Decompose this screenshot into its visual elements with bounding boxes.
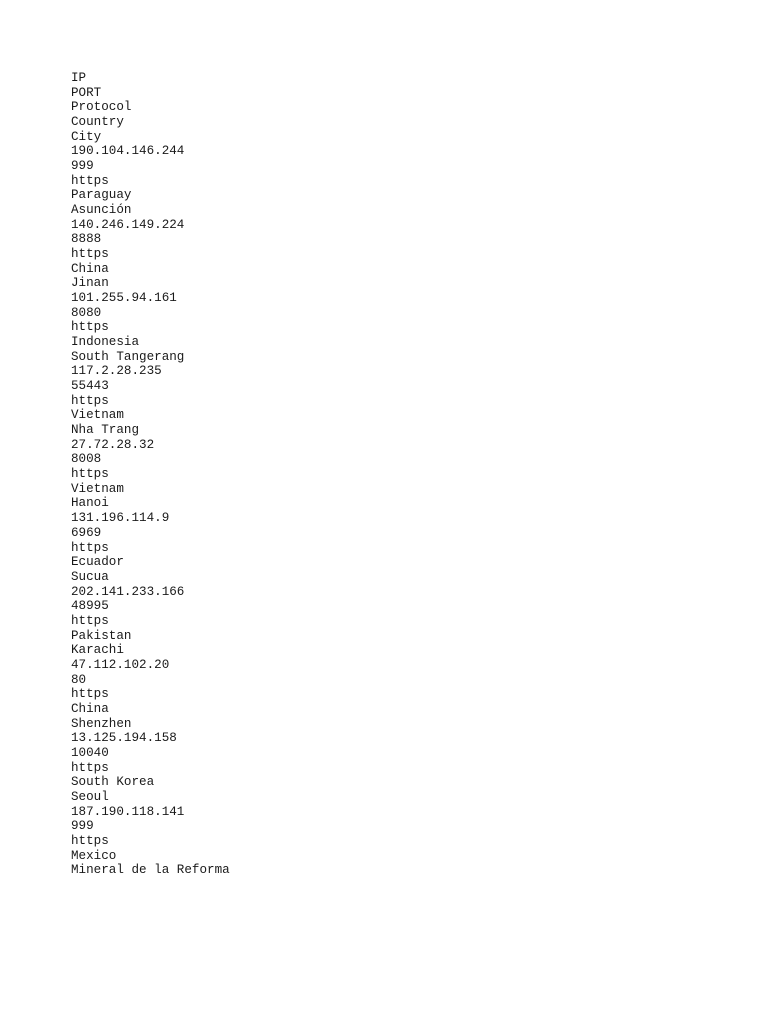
record-city: South Tangerang	[71, 349, 185, 364]
record	[71, 291, 230, 364]
record-port: 8008	[71, 452, 102, 467]
record-port: 10040	[71, 745, 109, 760]
header-protocol: Protocol	[71, 100, 132, 115]
record-ip: 190.104.146.244	[71, 144, 185, 159]
record	[71, 658, 230, 731]
record-protocol: https	[71, 760, 109, 775]
header-country: Country	[71, 115, 124, 130]
header-port: PORT	[71, 85, 102, 100]
record-protocol: https	[71, 613, 109, 628]
record-port: 999	[71, 819, 94, 834]
record	[71, 144, 230, 217]
header-city: City	[71, 129, 102, 144]
record-ip: 187.190.118.141	[71, 804, 185, 819]
record-country: Vietnam	[71, 408, 124, 423]
record-country: Vietnam	[71, 481, 124, 496]
record-ip: 140.246.149.224	[71, 217, 185, 232]
record-ip: 131.196.114.9	[71, 511, 170, 526]
record-ip: 13.125.194.158	[71, 731, 177, 746]
record	[71, 805, 230, 878]
record-city: Asunción	[71, 203, 132, 218]
record	[71, 731, 230, 804]
record-protocol: https	[71, 540, 109, 555]
record-protocol: https	[71, 247, 109, 262]
proxy-list-document	[71, 71, 230, 878]
header-ip: IP	[71, 71, 87, 85]
record-ip: 27.72.28.32	[71, 437, 155, 452]
record-ip: 202.141.233.166	[71, 584, 185, 599]
record	[71, 585, 230, 658]
record-port: 80	[71, 672, 87, 687]
record-port: 55443	[71, 379, 109, 394]
record-port: 8080	[71, 305, 102, 320]
record-city: Nha Trang	[71, 423, 140, 438]
record-country: China	[71, 261, 109, 276]
record-port: 8888	[71, 232, 102, 247]
record	[71, 511, 230, 584]
record-protocol: https	[71, 687, 109, 702]
record	[71, 364, 230, 437]
record-city: Jinan	[71, 276, 109, 291]
record-city: Seoul	[71, 789, 109, 804]
record	[71, 218, 230, 291]
record-protocol: https	[71, 320, 109, 335]
record-port: 48995	[71, 599, 109, 614]
record-country: Mexico	[71, 848, 117, 863]
record-country: Ecuador	[71, 555, 124, 570]
record	[71, 438, 230, 511]
record-city: Karachi	[71, 643, 124, 658]
record-city: Hanoi	[71, 496, 109, 511]
record-protocol: https	[71, 173, 109, 188]
record-ip: 101.255.94.161	[71, 291, 177, 306]
record-city: Shenzhen	[71, 716, 132, 731]
record-protocol: https	[71, 393, 109, 408]
record-country: Paraguay	[71, 188, 132, 203]
record-city: Sucua	[71, 569, 109, 584]
record-country: Pakistan	[71, 628, 132, 643]
record-country: China	[71, 701, 109, 716]
record-ip: 47.112.102.20	[71, 657, 170, 672]
record-ip: 117.2.28.235	[71, 364, 162, 379]
record-protocol: https	[71, 833, 109, 848]
record-port: 6969	[71, 525, 102, 540]
record-city: Mineral de la Reforma	[71, 863, 230, 878]
record-port: 999	[71, 159, 94, 174]
record-protocol: https	[71, 467, 109, 482]
record-country: Indonesia	[71, 335, 140, 350]
header-block	[71, 71, 230, 144]
record-country: South Korea	[71, 775, 155, 790]
